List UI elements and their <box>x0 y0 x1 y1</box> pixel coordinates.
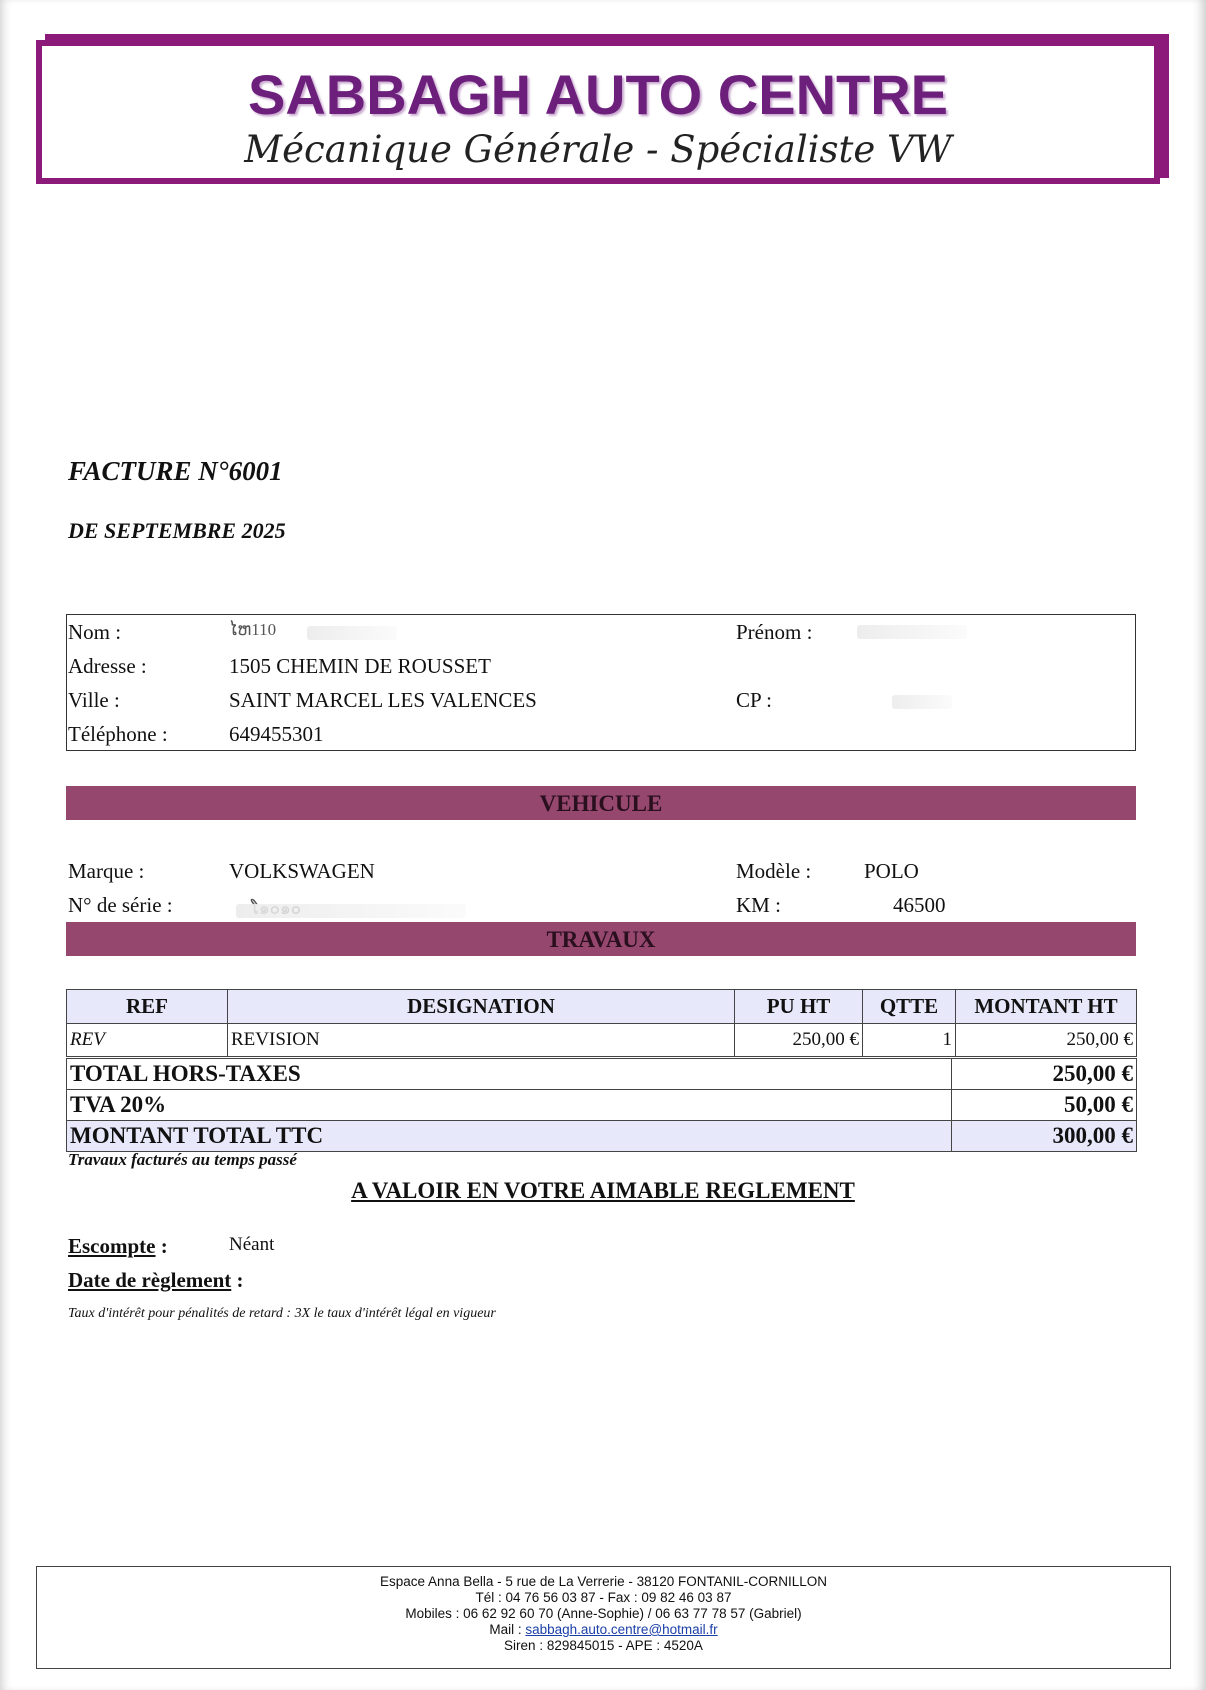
escompte-colon: : <box>155 1234 168 1258</box>
header-ref: REF <box>67 990 228 1024</box>
nom-label: Nom : <box>68 620 122 644</box>
company-header <box>36 40 1160 184</box>
totals-table <box>66 1058 1137 1152</box>
telephone-value: 649455301 <box>229 722 324 746</box>
marque-value: VOLKSWAGEN <box>229 859 375 883</box>
km-label: KM : <box>736 893 781 917</box>
penalty-note: Taux d'intérêt pour pénalités de retard : 3X le taux d'intérêt légal en vigueur <box>68 1306 496 1321</box>
header-designation: DESIGNATION <box>228 990 735 1024</box>
footer-mail-label: Mail : <box>489 1622 526 1637</box>
vehicle-section-bar: VEHICULE <box>66 786 1136 820</box>
row-pu-ht: 250,00 € <box>735 1024 863 1057</box>
total-ht-label: TOTAL HORS-TAXES <box>67 1059 952 1090</box>
invoice-number: FACTURE N°6001 <box>68 456 283 486</box>
date-reglement-label-text: Date de règlement <box>68 1268 232 1292</box>
row-ref: REV <box>67 1024 228 1057</box>
row-designation: REVISION <box>228 1024 735 1057</box>
travaux-note: Travaux facturés au temps passé <box>68 1150 297 1169</box>
payment-heading <box>0 1178 1206 1204</box>
ville-value: SAINT MARCEL LES VALENCES <box>229 688 537 712</box>
adresse-value: 1505 CHEMIN DE ROUSSET <box>229 654 491 678</box>
nom-value: ໄຫ110 <box>229 620 277 639</box>
escompte-label-text: Escompte <box>68 1234 156 1258</box>
footer-phone: Tél : 04 76 56 03 87 - Fax : 09 82 46 03 87 <box>475 1590 732 1605</box>
tva-label: TVA 20% <box>67 1090 952 1121</box>
works-table <box>66 989 1137 1057</box>
modele-value: POLO <box>864 859 919 883</box>
table-row <box>67 1024 1137 1057</box>
telephone-label: Téléphone : <box>68 722 168 746</box>
works-section-bar: TRAVAUX <box>66 922 1136 956</box>
payment-heading-text: A VALOIR EN VOTRE AIMABLE REGLEMENT <box>351 1178 855 1203</box>
total-ttc-row <box>67 1121 1137 1152</box>
total-ht-row <box>67 1059 1137 1090</box>
prenom-label: Prénom : <box>736 620 813 644</box>
company-name: SABBAGH AUTO CENTRE <box>247 63 949 126</box>
header-pu-ht: PU HT <box>735 990 863 1024</box>
header-qtte: QTTE <box>863 990 956 1024</box>
date-reglement-label <box>68 1268 244 1293</box>
table-header-row <box>67 990 1137 1024</box>
redaction-mark <box>307 626 397 640</box>
footer-mail-link[interactable]: sabbagh.auto.centre@hotmail.fr <box>525 1622 718 1637</box>
adresse-label: Adresse : <box>68 654 147 678</box>
km-value: 46500 <box>893 893 946 917</box>
row-montant-ht: 250,00 € <box>956 1024 1137 1057</box>
footer-address: Espace Anna Bella - 5 rue de La Verrerie - 38120 FONTANIL-CORNILLON <box>380 1574 827 1589</box>
invoice-period: DE SEPTEMBRE 2025 <box>68 518 286 543</box>
modele-label: Modèle : <box>736 859 812 883</box>
row-qtte: 1 <box>863 1024 956 1057</box>
marque-label: Marque : <box>68 859 145 883</box>
date-reglement-colon: : <box>231 1268 244 1292</box>
footer-siren: Siren : 829845015 - APE : 4520A <box>504 1638 703 1653</box>
company-tagline: Mécanique Générale - Spécialiste VW <box>244 128 952 171</box>
tva-row <box>67 1090 1137 1121</box>
ville-label: Ville : <box>68 688 120 712</box>
total-ht-value: 250,00 € <box>952 1059 1137 1090</box>
total-ttc-value: 300,00 € <box>952 1121 1137 1152</box>
escompte-value: Néant <box>229 1234 275 1255</box>
escompte-label <box>68 1234 168 1259</box>
cp-label: CP : <box>736 688 772 712</box>
footer-mobiles: Mobiles : 06 62 92 60 70 (Anne-Sophie) / 06 63 77 78 57 (Gabriel) <box>405 1606 802 1621</box>
footer-box <box>36 1566 1171 1669</box>
redaction-mark <box>857 625 967 639</box>
footer-mail <box>37 1622 1170 1638</box>
serie-label: N° de série : <box>68 893 173 917</box>
header-montant-ht: MONTANT HT <box>956 990 1137 1024</box>
tva-value: 50,00 € <box>952 1090 1137 1121</box>
redaction-mark <box>892 695 952 709</box>
redaction-mark <box>236 904 466 918</box>
client-info-box <box>66 614 1136 751</box>
total-ttc-label: MONTANT TOTAL TTC <box>67 1121 952 1152</box>
